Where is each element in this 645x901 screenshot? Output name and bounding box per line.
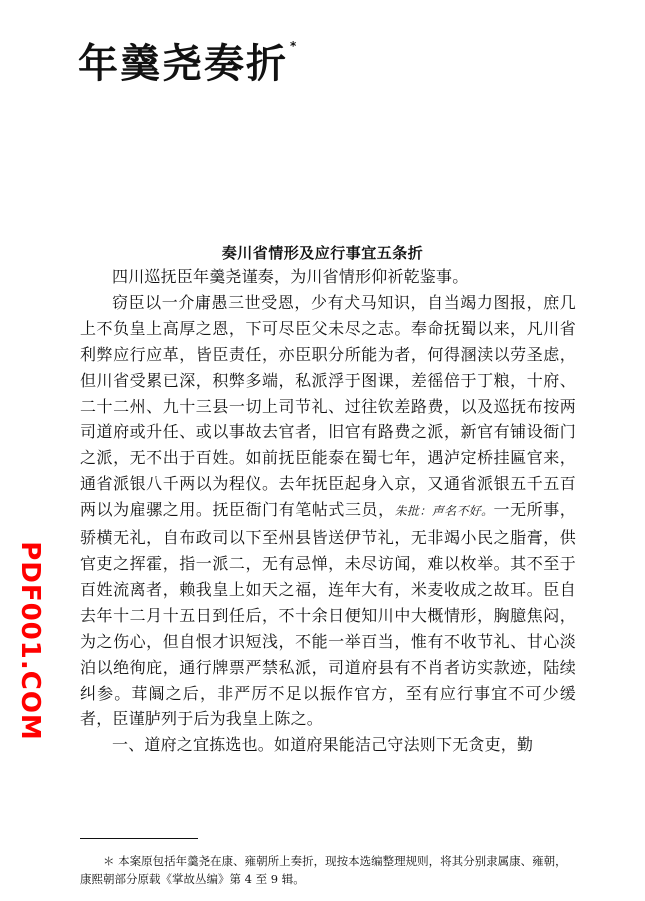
imperial-rescript: 朱批：声名不好。 (394, 504, 494, 519)
memorial-body (80, 264, 576, 758)
paragraph-main (80, 290, 576, 732)
watermark-text: PDF001.COM (15, 541, 45, 741)
paragraph-opening: 四川巡抚臣年羹尧谨奏，为川省情形仰祈乾鉴事。 (112, 267, 469, 286)
footnote-divider (80, 838, 198, 839)
footnote: ＊ 本案原包括年羹尧在康、雍朝所上奏折，现按本选编整理规则，将其分别隶属康、雍朝，康熙朝部分原载《掌故丛编》第 4 至 9 辑。 (80, 854, 567, 886)
footnote-marker: * (290, 39, 299, 53)
section-heading: 奏川省情形及应行事宜五条折 (221, 244, 424, 262)
paragraph-main-continued: 一无所事，骄横无礼，自布政司以下至州县皆送伊节礼，无非竭小民之脂膏，供官吏之挥霍，指一派二，无有忌惮，未尽访闻，难以枚举。其不至于百姓流离者，赖我皇上如天之福，连年大有，米麦收成之故耳。臣自去年十二月十五日到任后，不十余日便知川中大概情形，胸臆焦闷，为之伤心，但自恨才识短浅，不能一举百当，惟有不收节礼、甘心淡泊以绝徇庇，通行牌票严禁私派，司道府县有不肖者访实款迹，陆续纠参。茸阘之后，非严厉不足以振作官方，至有应行事宜不可少缓者，臣谨胪列于后为我皇上陈之。 (80, 500, 576, 729)
document-title (78, 39, 299, 87)
watermark (10, 541, 50, 741)
paragraph-item-one: 一、道府之宜拣选也。如道府果能洁己守法则下无贪吏，勤 (112, 735, 534, 755)
paragraph-main-text: 窃臣以一介庸愚三世受恩，少有犬马知识，自当竭力图报，庶几上不负皇上高厚之恩，下可尽臣父未尽之志。奉命抚蜀以来，凡川省利弊应行应革，皆臣责任，亦臣职分所能为者，何得溷渎以劳圣虑，但川省受累已深，积弊多端，私派浮于图课，差徭倍于丁粮，十府、二十二州、九十三县一切上司节礼、过往钦差路费，以及巡抚布按两司道府或升任、或以事故去官者，旧官有路费之派，新官有铺设衙门之派，无不出于百姓。如前抚臣能泰在蜀七年，遇泸定桥挂匾官来，通省派银八千两以为程仪。去年抚臣起身入京，又通省派银五千五百两以为雇骡之用。抚臣衙门有笔帖式三员， (80, 292, 576, 520)
title-text: 年羹尧奏折 (78, 41, 288, 87)
